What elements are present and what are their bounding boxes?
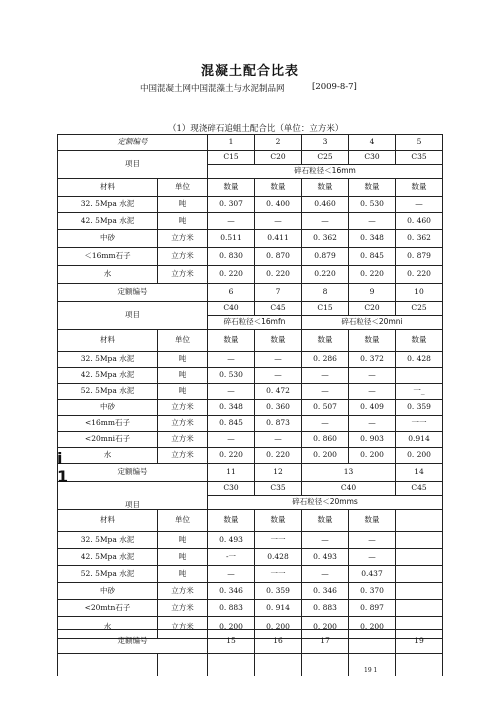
unit-cell: 立方米: [158, 400, 208, 416]
value-cell: 0. 507: [302, 400, 349, 416]
blank-cell: [349, 630, 396, 654]
qty-header: 数量: [349, 179, 396, 197]
unit-cell: 立方米: [158, 432, 208, 448]
qty-header: 数量: [255, 510, 302, 532]
value-cell: 0. 307: [208, 197, 255, 213]
value-cell: 0. 348: [349, 230, 396, 248]
aggregate-size-cell: 碎石粒径＜16mfn: [208, 316, 302, 330]
unit-cell: 立方米: [158, 617, 208, 639]
value-cell: 0.220: [302, 266, 349, 284]
unit-cell: 立方米: [158, 248, 208, 266]
value-cell: 0. 897: [349, 600, 396, 617]
table-row: [58, 600, 443, 617]
value-cell: —: [255, 368, 302, 384]
quota-no-cell: 19: [396, 630, 443, 654]
material-header: 材料: [58, 510, 158, 532]
qty-header: 数量: [208, 179, 255, 197]
quota-no-cell: 16: [255, 630, 302, 654]
qty-header: 数量: [349, 330, 396, 352]
qty-header: 数量: [302, 330, 349, 352]
value-cell: —: [208, 384, 255, 400]
value-cell: —: [208, 432, 255, 448]
value-cell: 0. 493: [302, 549, 349, 566]
unit-cell: 吨: [158, 384, 208, 400]
value-cell: 0.511: [208, 230, 255, 248]
material-cell: 32. 5Mpa 水泥: [58, 532, 158, 549]
table-row: [58, 266, 443, 284]
unit-cell: 吨: [158, 197, 208, 213]
blank-cell: [396, 600, 443, 617]
item-label: 项目: [58, 482, 208, 510]
grade-cell: C45: [255, 302, 302, 316]
unit-header: 单位: [158, 330, 208, 352]
grade-cell: C15: [302, 302, 349, 316]
value-cell: 0. 879: [396, 248, 443, 266]
qty-header: 数量: [208, 510, 255, 532]
value-cell: —: [396, 197, 443, 213]
item-label: 项目: [58, 302, 208, 330]
material-header: 材料: [58, 330, 158, 352]
value-cell: 0. 428: [396, 352, 443, 368]
quota-no-cell: 3: [302, 135, 349, 151]
material-cell: 52. 5Mpa 水泥: [58, 566, 158, 583]
value-cell: —: [349, 549, 396, 566]
value-cell: 0. 472: [255, 384, 302, 400]
value-cell: 0. 362: [302, 230, 349, 248]
value-cell: 0. 873: [255, 416, 302, 432]
column-header-row: [58, 330, 443, 352]
value-cell: 0. 409: [349, 400, 396, 416]
table-row: [58, 400, 443, 416]
material-cell: <20mni石子: [58, 432, 158, 448]
value-cell: 一一: [396, 416, 443, 432]
value-cell: —: [349, 213, 396, 230]
value-cell: —: [302, 368, 349, 384]
value-cell: —: [302, 532, 349, 549]
value-cell: 0. 914: [255, 600, 302, 617]
column-header-row: [58, 510, 443, 532]
value-cell: 一一: [255, 566, 302, 583]
aggregate-size-cell: 碎石粒径＜20mms: [208, 496, 443, 510]
margin-mark: 1: [57, 467, 69, 486]
material-cell: 水: [58, 266, 158, 284]
grade-cell: C45: [396, 482, 443, 496]
value-cell: 0. 220: [349, 266, 396, 284]
table-row: [58, 583, 443, 600]
value-cell: 0. 359: [396, 400, 443, 416]
material-cell: 42. 5Mpa 水泥: [58, 213, 158, 230]
grade-row: [58, 482, 443, 496]
value-cell: —: [255, 352, 302, 368]
material-cell: 32. 5Mpa 水泥: [58, 197, 158, 213]
value-cell: 0. 372: [349, 352, 396, 368]
quota-no-label: 定额编号: [58, 464, 208, 482]
margin-mark: i: [57, 449, 63, 468]
qty-header: 数量: [302, 510, 349, 532]
grade-cell: C15: [208, 151, 255, 165]
grade-cell: C35: [255, 482, 302, 496]
value-cell: 0.460: [302, 197, 349, 213]
value-cell: 0. 362: [396, 230, 443, 248]
value-cell: 0. 860: [302, 432, 349, 448]
material-cell: 中砂: [58, 400, 158, 416]
value-cell: 0. 370: [349, 583, 396, 600]
value-cell: —: [255, 432, 302, 448]
value-cell: 一一: [255, 532, 302, 549]
table-row: [58, 352, 443, 368]
unit-header: 单位: [158, 510, 208, 532]
blank-cell: [396, 583, 443, 600]
unit-cell: 吨: [158, 368, 208, 384]
value-cell: -一: [208, 549, 255, 566]
column-header-row: [58, 179, 443, 197]
value-cell: —: [302, 416, 349, 432]
value-cell: —: [302, 384, 349, 400]
material-cell: 52. 5Mpa 水泥: [58, 384, 158, 400]
unit-cell: 吨: [158, 549, 208, 566]
material-header: 材料: [58, 179, 158, 197]
quota-no-cell: 14: [396, 464, 443, 482]
value-cell: 0. 460: [396, 213, 443, 230]
value-cell: 0.879: [302, 248, 349, 266]
quota-no-cell: 11: [208, 464, 255, 482]
quota-no-cell: 13: [302, 464, 396, 482]
blank-cell: [396, 549, 443, 566]
quota-no-label: 定额编号: [58, 135, 208, 151]
mix-ratio-table-continued: [57, 629, 443, 676]
unit-cell: 吨: [158, 213, 208, 230]
unit-cell: 吨: [158, 532, 208, 549]
unit-cell: 立方米: [158, 266, 208, 284]
qty-header: 数量: [396, 330, 443, 352]
value-cell: 0.411: [255, 230, 302, 248]
material-cell: <20mtn石子: [58, 600, 158, 617]
quota-no-cell: 10: [396, 284, 443, 302]
material-cell: 中砂: [58, 583, 158, 600]
qty-header: 数量: [255, 179, 302, 197]
value-cell: 0. 200: [208, 617, 255, 639]
blank-cell: [58, 654, 158, 676]
value-cell: 0. 200: [349, 448, 396, 464]
value-cell: 0. 845: [349, 248, 396, 266]
value-cell: 0. 830: [208, 248, 255, 266]
grade-cell: C40: [302, 482, 396, 496]
value-cell: 0. 220: [255, 448, 302, 464]
value-cell: —: [349, 416, 396, 432]
value-cell: 0. 200: [349, 617, 396, 639]
value-cell: —: [349, 368, 396, 384]
unit-cell: 立方米: [158, 583, 208, 600]
unit-header: 单位: [158, 179, 208, 197]
unit-cell: 立方米: [158, 230, 208, 248]
unit-cell: 立方米: [158, 416, 208, 432]
aggregate-size-cell: 碎石粒径＜16mm: [208, 165, 443, 179]
quota-no-cell: 7: [255, 284, 302, 302]
value-cell: 0.914: [396, 432, 443, 448]
quota-no-cell: 5: [396, 135, 443, 151]
quota-no-cell: 15: [208, 630, 255, 654]
quota-no-cell: 1: [208, 135, 255, 151]
value-cell: 0. 883: [302, 600, 349, 617]
value-cell: 0.428: [255, 549, 302, 566]
value-cell: 0. 903: [349, 432, 396, 448]
value-cell: 0. 286: [302, 352, 349, 368]
quota-no-cell: 9: [349, 284, 396, 302]
table-row: [58, 416, 443, 432]
quota-no-cell: 8: [302, 284, 349, 302]
quota-number-row: [58, 135, 443, 151]
quota-number-row: [58, 464, 443, 482]
value-cell: 0. 530: [208, 368, 255, 384]
value-cell: —: [208, 566, 255, 583]
value-cell: 0. 359: [255, 583, 302, 600]
table-row: [58, 368, 443, 384]
grade-cell: C20: [255, 151, 302, 165]
value-cell: 0. 220: [208, 266, 255, 284]
table-row: [58, 213, 443, 230]
mix-ratio-table: [57, 134, 443, 639]
grade-cell: C30: [208, 482, 255, 496]
blank-cell: [208, 654, 255, 676]
value-cell: 0. 220: [208, 448, 255, 464]
quota-number-row: [58, 284, 443, 302]
material-cell: 中砂: [58, 230, 158, 248]
value-cell: 0. 200: [255, 617, 302, 639]
blank-cell: [396, 532, 443, 549]
blank-cell: [255, 654, 302, 676]
table-row: [58, 248, 443, 266]
value-cell: 0. 200: [302, 448, 349, 464]
table-row: [58, 532, 443, 549]
grade-cell: C30: [349, 151, 396, 165]
unit-cell: 吨: [158, 352, 208, 368]
table-caption: （1）现浇碎石追蛆土配合比（单位：立方米）: [168, 124, 344, 134]
value-cell: 一_: [396, 384, 443, 400]
value-cell: 0. 530: [349, 197, 396, 213]
aggregate-size-cell: 碎石粒径＜20mni: [302, 316, 443, 330]
qty-header: 数量: [349, 510, 396, 532]
value-cell: —: [302, 213, 349, 230]
value-cell: 0.437: [349, 566, 396, 583]
value-cell: 0. 220: [396, 266, 443, 284]
quota-no-label: 定额编号: [58, 630, 208, 654]
table-row: [58, 448, 443, 464]
value-cell: —: [208, 352, 255, 368]
value-cell: 0. 348: [208, 400, 255, 416]
document-title: 混凝土配合比表: [200, 64, 299, 79]
publish-date: [2009-8-7]: [312, 82, 357, 92]
value-cell: —: [255, 213, 302, 230]
value-cell: —: [349, 532, 396, 549]
grade-row: [58, 151, 443, 165]
material-cell: 水: [58, 617, 158, 639]
material-cell: <16mm石子: [58, 416, 158, 432]
value-cell: —: [302, 566, 349, 583]
table-row: [58, 432, 443, 448]
table-row: [58, 549, 443, 566]
material-cell: ＜16mm石子: [58, 248, 158, 266]
qty-header: 数量: [208, 330, 255, 352]
value-cell: 0. 200: [396, 448, 443, 464]
blank-cell: [158, 654, 208, 676]
quota-no-cell: 2: [255, 135, 302, 151]
table-row: [58, 197, 443, 213]
quota-no-cell: 6: [208, 284, 255, 302]
material-cell: 水: [58, 448, 158, 464]
value-cell: 0. 220: [255, 266, 302, 284]
value-cell: 0. 845: [208, 416, 255, 432]
source-line: 中国混凝土网中国混藻土与水泥制品网: [140, 84, 285, 94]
grade-cell: C40: [208, 302, 255, 316]
material-cell: 42. 5Mpa 水泥: [58, 549, 158, 566]
value-cell: [396, 368, 443, 384]
grade-row: [58, 302, 443, 316]
material-cell: 42. 5Mpa 水泥: [58, 368, 158, 384]
value-cell: 0. 493: [208, 532, 255, 549]
table-row: [58, 384, 443, 400]
value-cell: 0. 346: [208, 583, 255, 600]
value-cell: 0. 346: [302, 583, 349, 600]
qty-header: 数量: [302, 179, 349, 197]
quota-no-cell: 12: [255, 464, 302, 482]
unit-cell: 立方米: [158, 600, 208, 617]
blank-cell: [396, 566, 443, 583]
value-cell: 0. 883: [208, 600, 255, 617]
quota-no-cell: 4: [349, 135, 396, 151]
value-cell: —: [349, 384, 396, 400]
table-row: [58, 654, 443, 676]
page-number: 19 1: [364, 667, 378, 674]
grade-cell: C25: [302, 151, 349, 165]
value-cell: —: [208, 213, 255, 230]
quota-no-label: 定额编号: [58, 284, 208, 302]
qty-header: 数量: [255, 330, 302, 352]
blank-cell: [396, 510, 443, 532]
grade-cell: C35: [396, 151, 443, 165]
value-cell: 0. 870: [255, 248, 302, 266]
quota-number-row: [58, 630, 443, 654]
unit-cell: 立方米: [158, 448, 208, 464]
value-cell: 0. 200: [302, 617, 349, 639]
blank-cell: [302, 654, 349, 676]
value-cell: 0. 400: [255, 197, 302, 213]
quota-no-cell: 17: [302, 630, 349, 654]
table-row: [58, 230, 443, 248]
grade-cell: C25: [396, 302, 443, 316]
material-cell: 32. 5Mpa 水泥: [58, 352, 158, 368]
unit-cell: 吨: [158, 566, 208, 583]
grade-cell: C20: [349, 302, 396, 316]
item-label: 项目: [58, 151, 208, 179]
value-cell: 0. 360: [255, 400, 302, 416]
table-row: [58, 566, 443, 583]
blank-cell: [396, 654, 443, 676]
qty-header: 数量: [396, 179, 443, 197]
